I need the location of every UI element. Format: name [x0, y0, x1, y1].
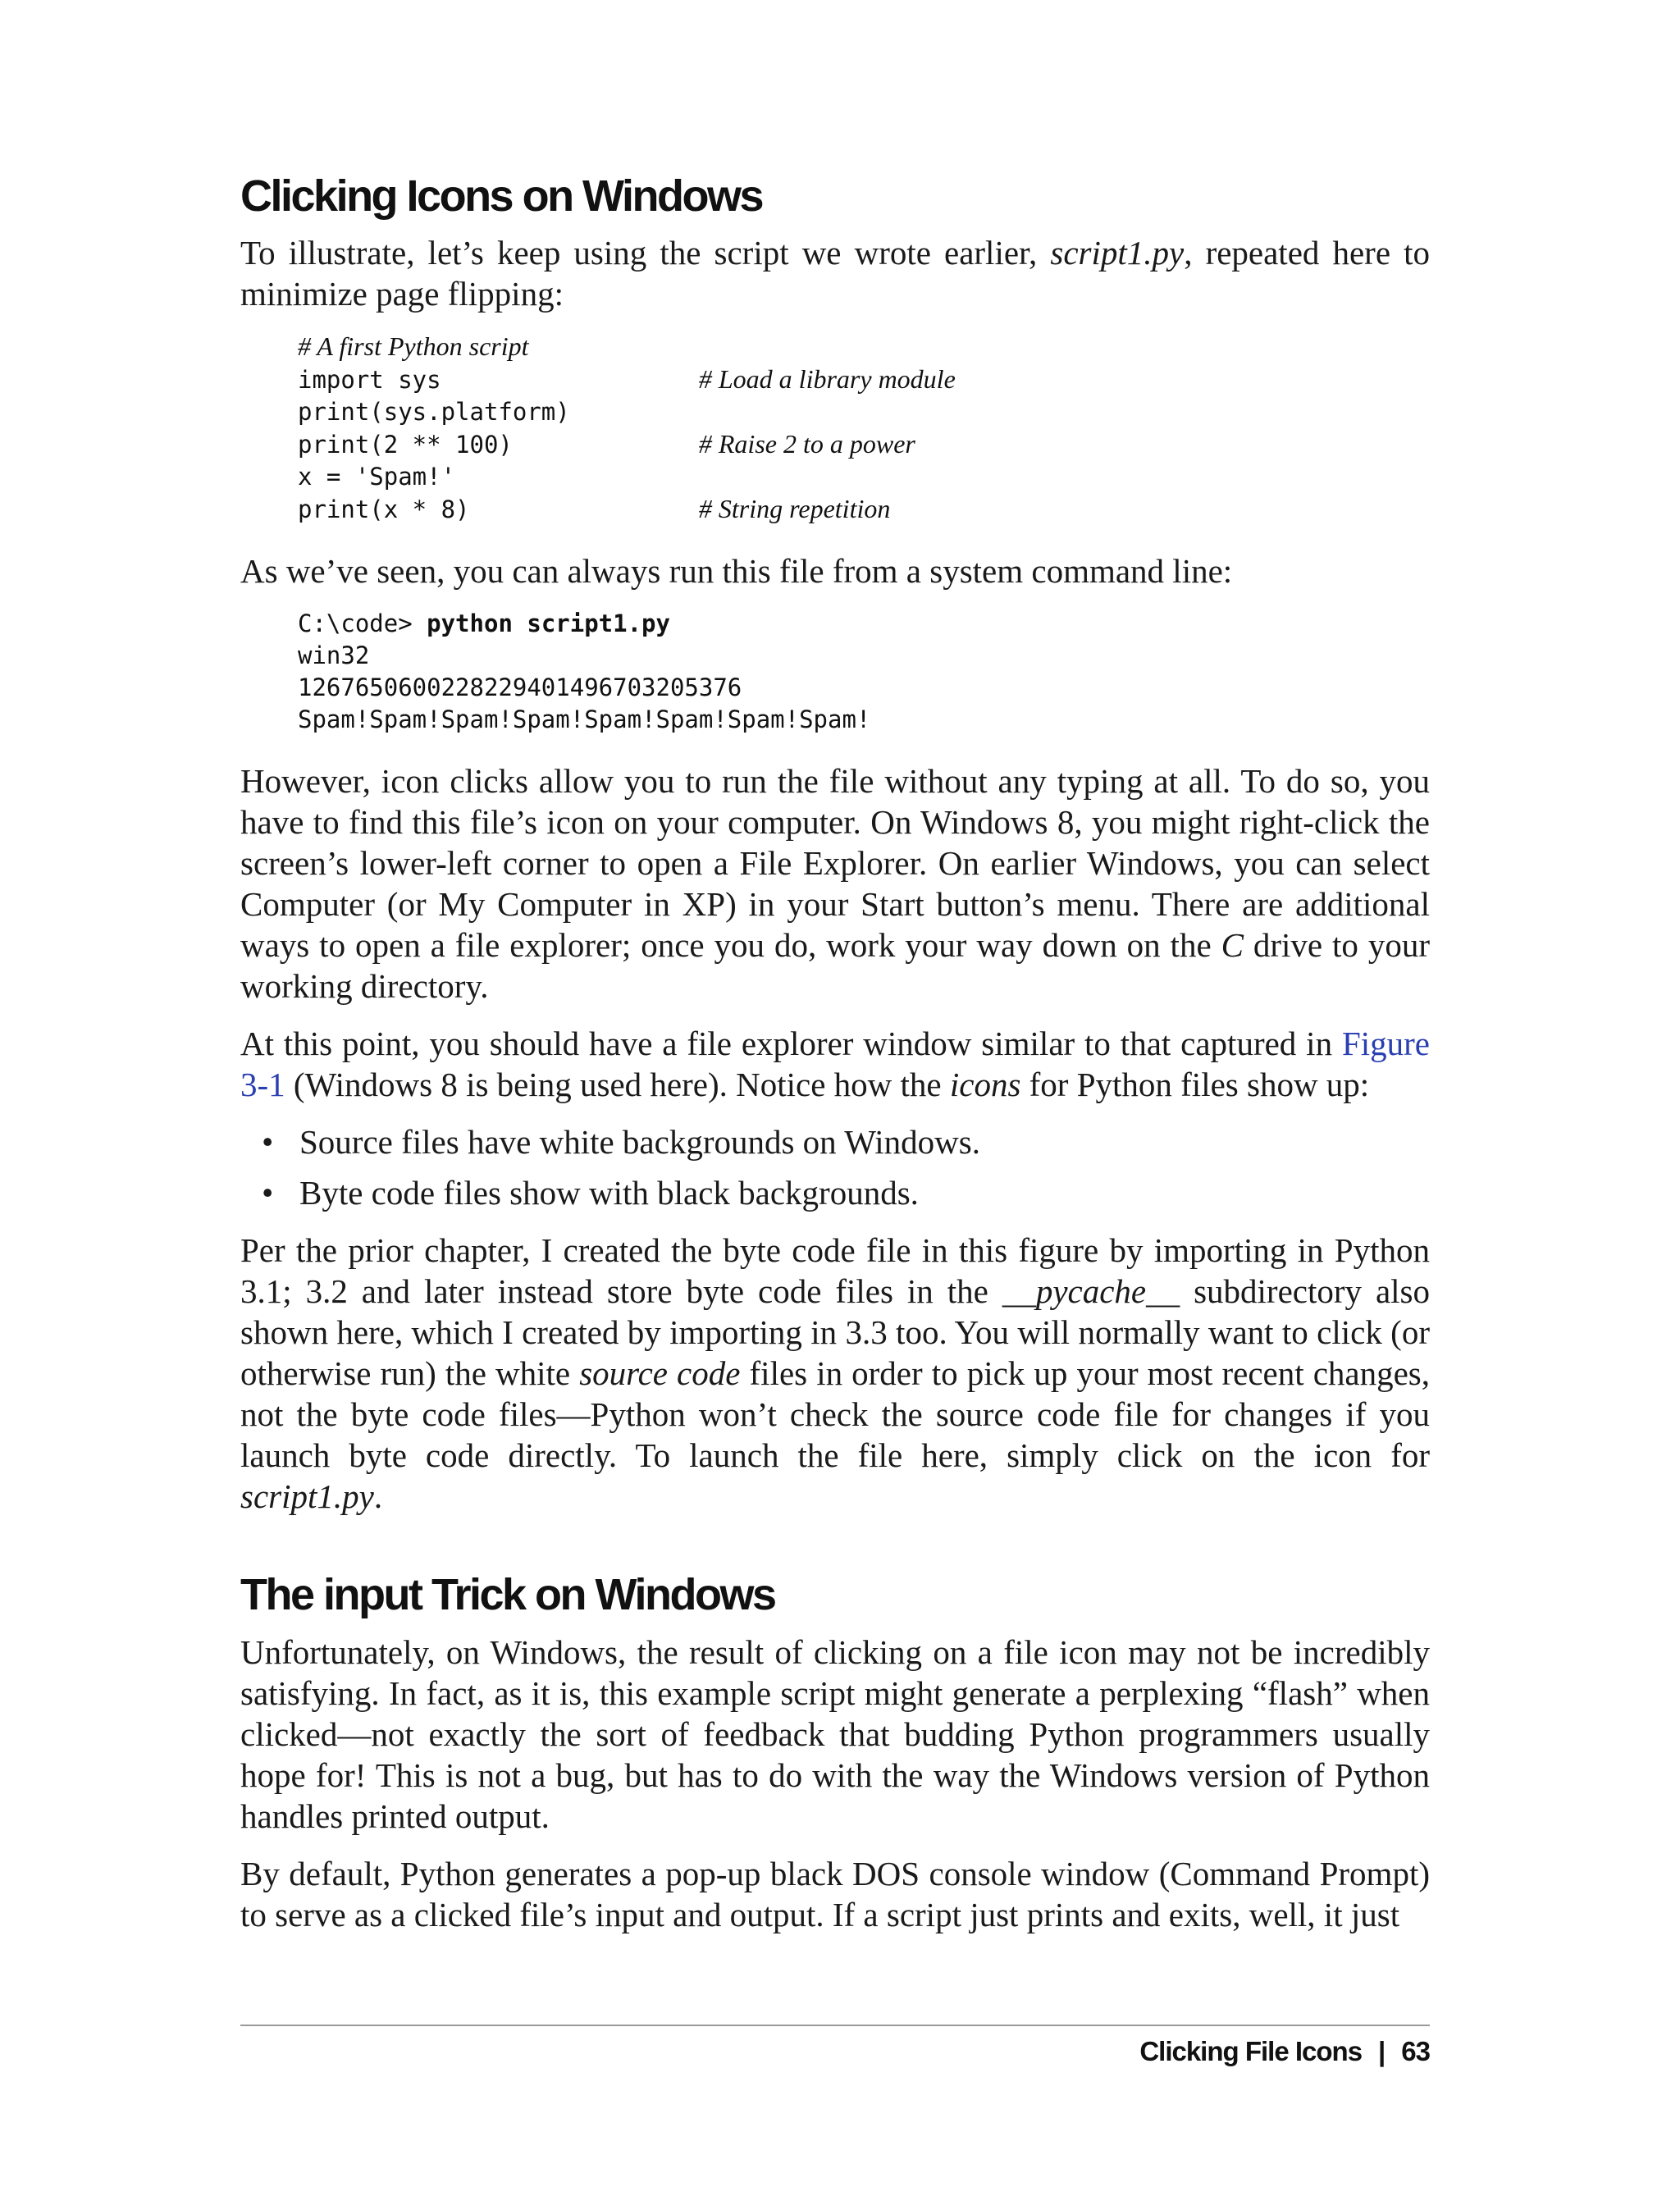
console-output: Spam!Spam!Spam!Spam!Spam!Spam!Spam!Spam! [298, 705, 871, 734]
footer-separator: | [1378, 2036, 1386, 2066]
input-trick-paragraph-1: Unfortunately, on Windows, the result of clicking on a file icon may not be incredibly satisfying. In fact, as it is, this example script might generate a perplexing “flash” when clicked—not exactly the sort of feedback that budding Python programmers usually hope for! This is not a bug, but has to do with the way the Windows version of Python handles printed output. [240, 1632, 1430, 1835]
console-output: 1267650600228229401496703205376 [298, 673, 742, 702]
code-line: import sys [298, 366, 699, 395]
bullet-icon: • [262, 1123, 274, 1162]
code-line: print(x * 8) [298, 495, 699, 524]
code-comment: # Load a library module [698, 364, 956, 395]
list-item: • Source files have white backgrounds on Windows. [262, 1123, 980, 1162]
console-output: win32 [298, 641, 370, 670]
figure-3-1-link[interactable]: Figure 3-1 [240, 1025, 1430, 1104]
list-item: • Byte code files show with black backgrounds. [262, 1174, 919, 1212]
filename: script1.py [1050, 234, 1185, 272]
page-number: 63 [1401, 2036, 1430, 2066]
footer-rule [240, 2025, 1430, 2026]
bytecode-paragraph: Per the prior chapter, I created the byte code file in this figure by importing in Python 3.1; 3.2 and later instead store byte code files in the __pycache__ subdirectory also shown here, which I created by importing in 3.3 too. You will normally want to click (or otherwise run) the white source code files in order to pick up your most recent changes, not the byte code files—Python won’t check the source code file for changes if you launch byte code directly. To launch the file here, simply click on the icon for script1.py. [240, 1231, 1431, 1516]
code-comment: # String repetition [698, 494, 891, 524]
bullet-list [240, 1121, 1430, 1213]
footer-section-title: Clicking File Icons [1139, 2036, 1363, 2066]
input-trick-paragraph-2: By default, Python generates a pop-up black DOS console window (Command Prompt) to serve as a clicked file’s input and output. If a script just prints and exits, well, it just [240, 1854, 1430, 1933]
code-listing-script1 [298, 331, 1430, 526]
section-heading-clicking-icons: Clicking Icons on Windows [240, 171, 763, 221]
cmdline-paragraph: As we’ve seen, you can always run this file from a system command line: [240, 552, 1233, 591]
page-footer [1139, 2036, 1430, 2067]
console-command: python script1.py [427, 609, 670, 638]
intro-paragraph: To illustrate, let’s keep using the script we wrote earlier, script1.py, repeated here to minimize page flipping: [240, 234, 1430, 313]
code-line: x = 'Spam!' [298, 463, 456, 491]
figure-paragraph: At this point, you should have a file explorer window similar to that captured in Figure 3-1 (Windows 8 is being used here). Notice how the icons for Python files show up: [240, 1025, 1430, 1104]
console-prompt: C:\code> [298, 609, 427, 638]
code-comment: # A first Python script [298, 331, 529, 362]
code-listing-console [298, 608, 1430, 736]
code-comment: # Raise 2 to a power [698, 429, 915, 459]
bullet-icon: • [262, 1174, 274, 1212]
code-line: print(sys.platform) [298, 398, 570, 427]
page-content [240, 172, 1430, 1952]
code-line: print(2 ** 100) [298, 431, 699, 459]
section-heading-input-trick: The input Trick on Windows [240, 1570, 775, 1620]
icons-paragraph: However, icon clicks allow you to run the file without any typing at all. To do so, you have to find this file’s icon on your computer. On Windows 8, you might right-click the screen’s lower-left corner to open a File Explorer. On earlier Windows, you can select Computer (or My Computer in XP) in your Start button’s menu. There are additional ways to open a file explorer; once you do, work your way down on the C drive to your working directory. [240, 762, 1430, 1006]
